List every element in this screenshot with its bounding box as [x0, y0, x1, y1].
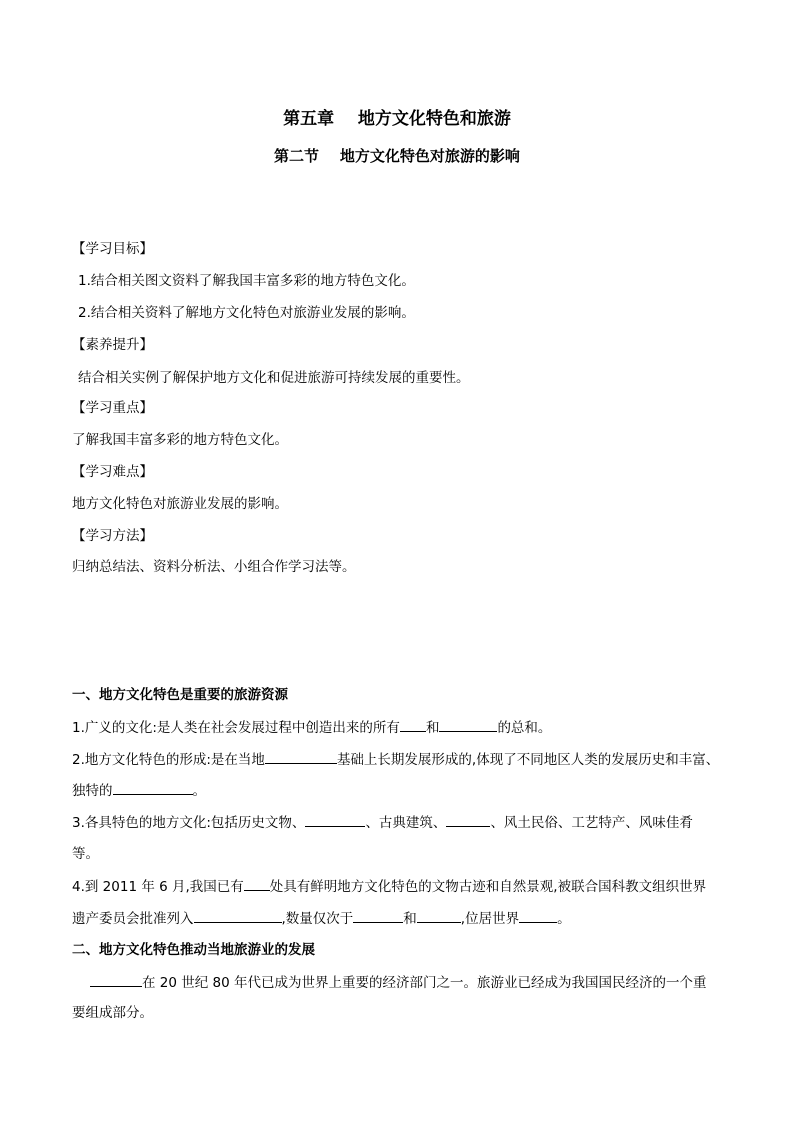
- fill-blank[interactable]: [90, 973, 142, 987]
- q4-text-f: ,位居世界: [460, 911, 520, 927]
- focus-heading: 【学习重点】: [72, 400, 153, 416]
- q3-text-c: 、风土民俗、工艺特产、风味佳肴: [490, 815, 693, 831]
- question-2-cont: [72, 781, 206, 800]
- question-3-cont: 等。: [72, 846, 99, 862]
- question-1: [72, 718, 551, 737]
- q3-text-a: 3.各具特色的地方文化:包括历史文物、: [72, 815, 306, 831]
- method-text: 归纳总结法、资料分析法、小组合作学习法等。: [72, 559, 356, 575]
- goal-2: 2.结合相关资料了解地方文化特色对旅游业发展的影响。: [78, 305, 415, 321]
- q4-text-c: 遗产委员会批准列入: [72, 911, 194, 927]
- part2-heading: 二、地方文化特色推动当地旅游业的发展: [72, 942, 315, 958]
- q4-text-b: 处具有鲜明地方文化特色的文物古迹和自然景观,被联合国科教文组织世界: [269, 879, 707, 895]
- section-title: 第二节 地方文化特色对旅游的影响: [274, 147, 520, 165]
- q4-text-a: 4.到 2011 年 6 月,我国已有: [72, 879, 244, 895]
- q4-text-g: 。: [557, 911, 571, 927]
- q2-text-a: 2.地方文化特色的形成:是在当地: [72, 752, 265, 768]
- question-4-cont: [72, 909, 571, 928]
- chapter-title: 第五章 地方文化特色和旅游: [283, 109, 511, 129]
- focus-text: 了解我国丰富多彩的地方特色文化。: [72, 432, 288, 448]
- fill-blank[interactable]: [194, 909, 282, 923]
- fill-blank[interactable]: [417, 909, 461, 923]
- fill-blank[interactable]: [305, 813, 365, 827]
- q2-text-c: 独特的: [72, 783, 113, 799]
- q2-text-b: 基础上长期发展形成的,体现了不同地区人类的发展历史和丰富、: [336, 752, 720, 768]
- q2-text-d: 。: [192, 783, 206, 799]
- difficulty-text: 地方文化特色对旅游业发展的影响。: [72, 496, 288, 512]
- fill-blank[interactable]: [265, 750, 337, 764]
- q1-text-c: 的总和。: [497, 720, 552, 736]
- q3-text-b: 、古典建筑、: [365, 815, 447, 831]
- question-3: [72, 813, 693, 832]
- fill-blank[interactable]: [400, 718, 426, 732]
- q4-text-d: ,数量仅次于: [281, 911, 354, 927]
- goal-1: 1.结合相关图文资料了解我国丰富多彩的地方特色文化。: [78, 273, 415, 289]
- question-2: [72, 750, 719, 769]
- literacy-text: 结合相关实例了解保护地方文化和促进旅游可持续发展的重要性。: [78, 370, 470, 386]
- method-heading: 【学习方法】: [72, 528, 153, 544]
- fill-blank[interactable]: [439, 718, 497, 732]
- p1-text-a: 在 20 世纪 80 年代已成为世界上重要的经济部门之一。旅游业已经成为我国国民经济的一个重: [142, 975, 707, 991]
- fill-blank[interactable]: [446, 813, 490, 827]
- part1-heading: 一、地方文化特色是重要的旅游资源: [72, 687, 288, 703]
- literacy-heading: 【素养提升】: [72, 337, 153, 353]
- fill-blank[interactable]: [519, 909, 557, 923]
- part2-paragraph-cont: 要组成部分。: [72, 1005, 153, 1021]
- fill-blank[interactable]: [113, 781, 193, 795]
- fill-blank[interactable]: [244, 877, 270, 891]
- q1-text-b: 和: [425, 720, 440, 736]
- fill-blank[interactable]: [353, 909, 403, 923]
- q4-text-e: 和: [403, 911, 417, 927]
- part2-paragraph: [90, 973, 707, 992]
- goals-heading: 【学习目标】: [72, 241, 153, 257]
- question-4: [72, 877, 706, 896]
- q1-text-a: 1.广义的文化:是人类在社会发展过程中创造出来的所有: [72, 720, 400, 736]
- difficulty-heading: 【学习难点】: [72, 464, 153, 480]
